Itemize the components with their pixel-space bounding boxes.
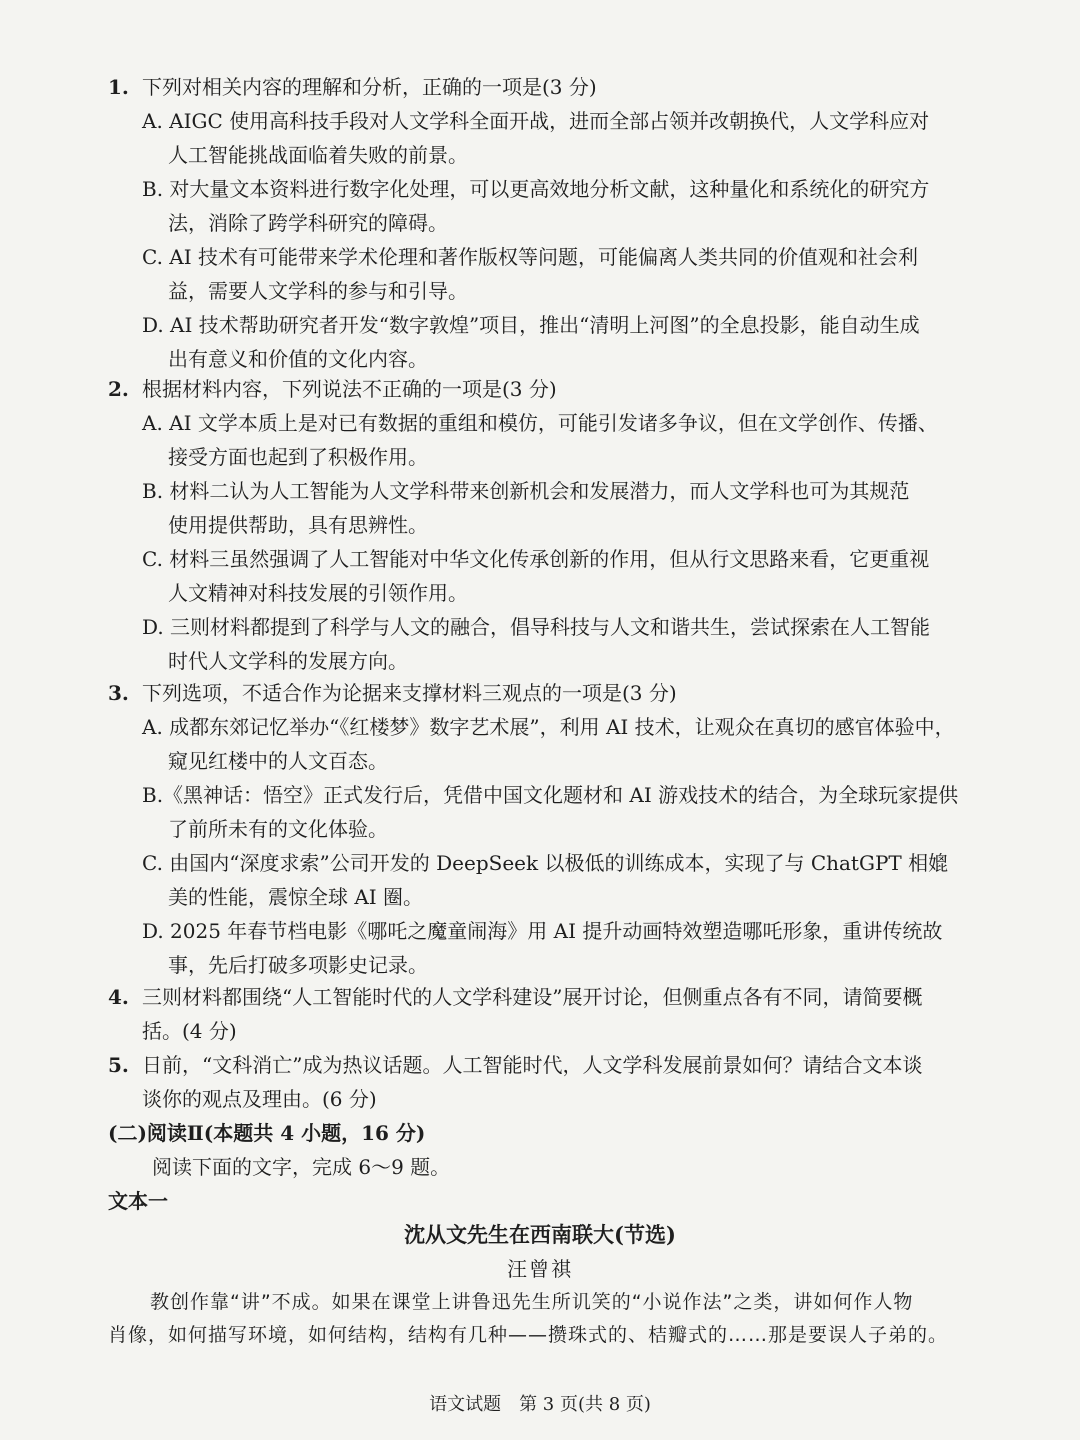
option-a: A. 成都东郊记忆举办“《红楼梦》数字艺术展”，利用 AI 技术，让观众在真切的感官体验中， 窥见红楼中的人文百态。: [142, 715, 955, 773]
question-3: [108, 676, 978, 982]
option-d: D. 三则材料都提到了科学与人文的融合，倡导科技与人文和谐共生，尝试探索在人工智能 时代人文学科的发展方向。: [142, 615, 931, 673]
option-c: C. 材料三虽然强调了人工智能对中华文化传承创新的作用，但从行文思路来看，它更重视 人文精神对科技发展的引领作用。: [142, 547, 930, 605]
question-4: [108, 980, 978, 1048]
question-stem: 根据材料内容，下列说法不正确的一项是(3 分): [142, 377, 557, 401]
question-number: 5.: [108, 1053, 129, 1077]
option-a: A. AI 文学本质上是对已有数据的重组和模仿，可能引发诸多争议，但在文学创作、传播、 接受方面也起到了积极作用。: [142, 411, 938, 469]
option-a: A. AIGC 使用高科技手段对人文学科全面开战，进而全部占领并改朝换代，人文学科应对 人工智能挑战面临着失败的前景。: [142, 109, 930, 167]
section-instruction: 阅读下面的文字，完成 6～9 题。: [152, 1155, 451, 1179]
article-paragraph: 教创作靠“讲”不成。如果在课堂上讲鲁迅先生所讥笑的“小说作法”之类，讲如何作人物 肖像，如何描写环境，如何结构，结构有几种——攒珠式的、桔瓣式的……那是要误人子弟的。: [108, 1291, 949, 1346]
question-stem: 日前，“文科消亡”成为热议话题。人工智能时代，人文学科发展前景如何？请结合文本谈 谈你的观点及理由。(6 分): [142, 1053, 923, 1111]
option-c: C. 由国内“深度求索”公司开发的 DeepSeek 以极低的训练成本，实现了与 ChatGPT 相媲 美的性能，震惊全球 AI 圈。: [142, 851, 949, 909]
question-5: [108, 1048, 978, 1116]
section-heading: (二)阅读Ⅱ(本题共 4 小题，16 分): [108, 1121, 426, 1145]
option-c: C. AI 技术有可能带来学术伦理和著作版权等问题，可能偏离人类共同的价值观和社会利 益，需要人文学科的参与和引导。: [142, 245, 919, 303]
option-b: B. 材料二认为人工智能为人文学科带来创新机会和发展潜力，而人文学科也可为其规范 使用提供帮助，具有思辨性。: [142, 479, 910, 537]
article-author: 汪曾祺: [507, 1257, 573, 1281]
question-stem: 下列对相关内容的理解和分析，正确的一项是(3 分): [142, 75, 597, 99]
question-number: 2.: [108, 377, 129, 401]
question-number: 3.: [108, 681, 129, 705]
option-b: B. 对大量文本资料进行数字化处理，可以更高效地分析文献，这种量化和系统化的研究方 法，消除了跨学科研究的障碍。: [142, 177, 930, 235]
page-footer: 语文试题 第 3 页(共 8 页): [429, 1394, 651, 1415]
question-number: 1.: [108, 75, 129, 99]
article-title: 沈从文先生在西南联大(节选): [404, 1222, 676, 1247]
question-number: 4.: [108, 985, 129, 1009]
text-label: 文本一: [108, 1189, 168, 1213]
question-stem: 下列选项，不适合作为论据来支撑材料三观点的一项是(3 分): [142, 681, 677, 705]
option-d: D. AI 技术帮助研究者开发“数字敦煌”项目，推出“清明上河图”的全息投影，能自动生成 出有意义和价值的文化内容。: [142, 313, 920, 371]
question-2: [108, 372, 978, 678]
question-stem: 三则材料都围绕“人工智能时代的人文学科建设”展开讨论，但侧重点各有不同，请简要概 括。(4 分): [142, 985, 923, 1043]
option-d: D. 2025 年春节档电影《哪吒之魔童闹海》用 AI 提升动画特效塑造哪吒形象，重讲传统故 事，先后打破多项影史记录。: [142, 919, 943, 977]
option-b: B.《黑神话：悟空》正式发行后，凭借中国文化题材和 AI 游戏技术的结合，为全球玩家提供 了前所未有的文化体验。: [142, 783, 959, 841]
question-1: [108, 70, 978, 376]
